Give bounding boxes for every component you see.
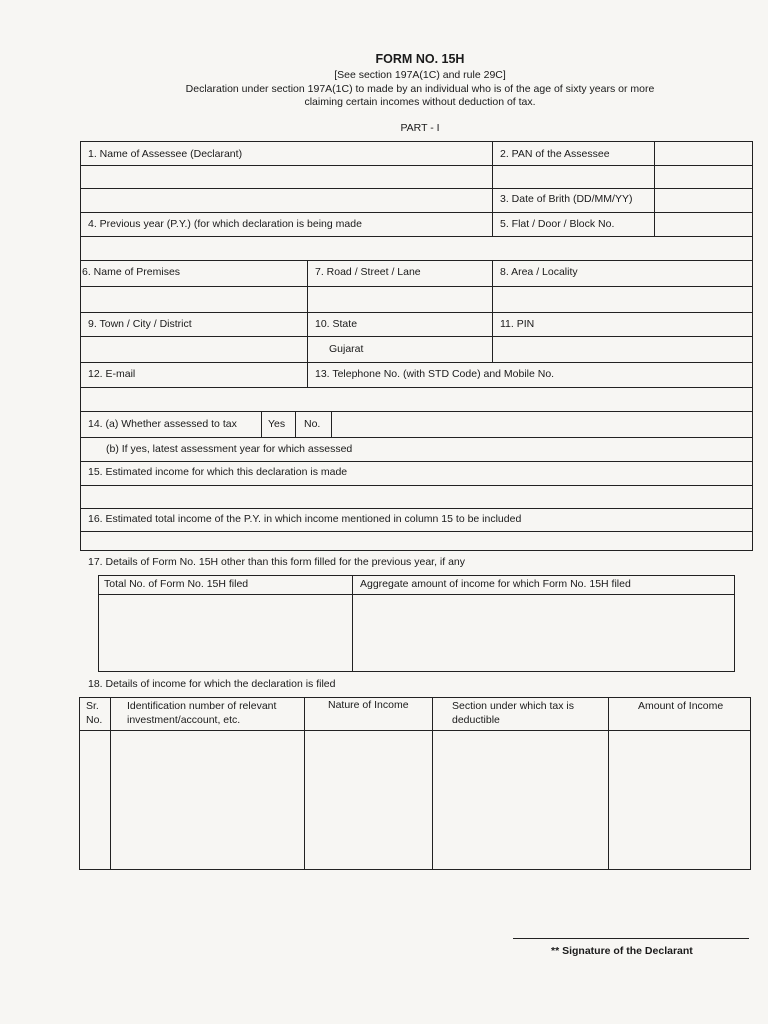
field-name-of-assessee: 1. Name of Assessee (Declarant) [88, 148, 243, 160]
col-sr-line2: No. [86, 714, 103, 726]
assessed-yes-option: Yes [268, 418, 286, 430]
grid-line [654, 141, 655, 236]
grid-line [80, 411, 753, 412]
col-sr-no [86, 699, 102, 727]
field-pan: 2. PAN of the Assessee [500, 148, 610, 160]
field-pin: 11. PIN [500, 318, 535, 330]
field-previous-year: 4. Previous year (P.Y.) (for which declaration is being made [88, 218, 362, 230]
col-section-line2: deductible [452, 714, 500, 726]
grid-line [80, 165, 753, 166]
field-estimated-total-income: 16. Estimated total income of the P.Y. in which income mentioned in column 15 to be included [88, 513, 522, 525]
section-reference: [See section 197A(1C) and rule 29C] [334, 69, 506, 81]
col-id-line1: Identification number of relevant [127, 700, 277, 712]
field-road-street-lane: 7. Road / Street / Lane [315, 266, 421, 278]
grid-line [261, 411, 262, 437]
grid-line [80, 312, 753, 313]
grid-line [80, 286, 753, 287]
grid-line [80, 141, 81, 550]
grid-line [80, 437, 753, 438]
grid-line [80, 212, 492, 213]
grid-line [110, 697, 111, 869]
field-latest-assessment-year: (b) If yes, latest assessment year for which assessed [106, 443, 353, 455]
grid-line [295, 411, 296, 437]
form-title: FORM NO. 15H [375, 52, 465, 66]
grid-line [80, 550, 753, 551]
grid-line [80, 485, 753, 486]
col-amount-of-income: Amount of Income [638, 700, 724, 712]
part-label: PART - I [400, 122, 440, 134]
grid-line [304, 697, 305, 869]
signature-line [513, 938, 749, 939]
grid-line [80, 387, 753, 388]
grid-line [734, 575, 735, 671]
col-aggregate-income: Aggregate amount of income for which Form No. 15H filed [360, 578, 631, 590]
grid-line [352, 575, 353, 671]
grid-line [79, 697, 80, 869]
grid-line [80, 236, 753, 237]
grid-line [307, 362, 308, 387]
grid-line [432, 697, 433, 869]
grid-line [492, 260, 493, 362]
col-id-line2: investment/account, etc. [127, 714, 241, 726]
grid-line [80, 336, 753, 337]
grid-line [492, 212, 753, 213]
grid-line [79, 869, 751, 870]
signature-label: ** Signature of the Declarant [551, 945, 693, 957]
field-email: 12. E-mail [88, 368, 136, 380]
grid-line [331, 411, 332, 437]
field-estimated-income: 15. Estimated income for which this declaration is made [88, 466, 348, 478]
grid-line [750, 697, 751, 869]
grid-line [98, 575, 735, 576]
grid-line [80, 188, 753, 189]
grid-line [80, 531, 753, 532]
grid-line [80, 260, 753, 261]
col-section-line1: Section under which tax is [452, 700, 574, 712]
field-details-of-income: 18. Details of income for which the declaration is filed [88, 678, 336, 690]
col-sr-line1: Sr. [86, 700, 99, 712]
grid-line [98, 575, 99, 671]
grid-line [80, 362, 753, 363]
grid-line [98, 594, 735, 595]
field-telephone: 13. Telephone No. (with STD Code) and Mobile No. [315, 368, 555, 380]
state-value: Gujarat [329, 343, 364, 355]
grid-line [307, 260, 308, 362]
grid-line [80, 508, 753, 509]
field-date-of-birth: 3. Date of Brith (DD/MM/YY) [500, 193, 633, 205]
grid-line [80, 141, 753, 142]
grid-line [80, 461, 753, 462]
field-state: 10. State [315, 318, 358, 330]
field-details-form-15h: 17. Details of Form No. 15H other than this form filled for the previous year, if any [88, 556, 466, 568]
declaration-text-line2: claiming certain incomes without deduction of tax. [304, 96, 536, 108]
grid-line [752, 141, 753, 550]
col-section-tax-deductible [452, 699, 574, 727]
field-assessed-to-tax: 14. (a) Whether assessed to tax [88, 418, 237, 430]
col-total-forms-filed: Total No. of Form No. 15H filed [104, 578, 249, 590]
field-town-city-district: 9. Town / City / District [88, 318, 192, 330]
col-nature-of-income: Nature of Income [328, 699, 409, 711]
field-area-locality: 8. Area / Locality [500, 266, 578, 278]
grid-line [98, 671, 735, 672]
field-flat-door-block: 5. Flat / Door / Block No. [500, 218, 615, 230]
grid-line [608, 697, 609, 869]
col-identification-number [127, 699, 276, 727]
grid-line [79, 730, 751, 731]
assessed-no-option: No. [304, 418, 321, 430]
declaration-text-line1: Declaration under section 197A(1C) to made by an individual who is of the age of sixty years or more [185, 83, 655, 95]
field-name-of-premises: 6. Name of Premises [82, 266, 181, 278]
grid-line [492, 141, 493, 236]
grid-line [79, 697, 751, 698]
